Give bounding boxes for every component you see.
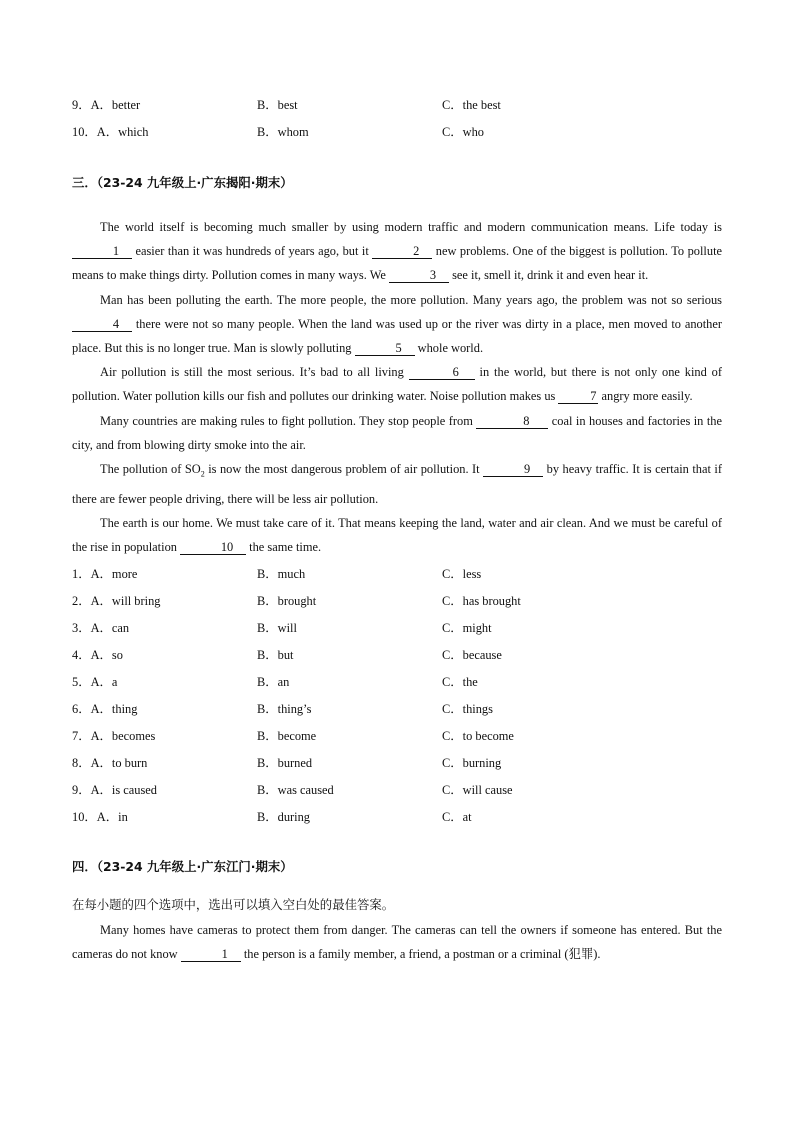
question-number: 10．	[72, 809, 97, 824]
passage-text: is now the most dangerous problem of air pollution. It	[204, 462, 484, 477]
question-number: 10．	[72, 124, 97, 139]
option-a[interactable]	[72, 753, 257, 771]
option-c[interactable]: C．burning	[442, 755, 502, 770]
option-c[interactable]: C．will cause	[442, 782, 513, 797]
option-row	[72, 721, 722, 748]
passage-text: easier than it was hundreds of years ago, but it	[132, 244, 373, 259]
question-number: 9．	[72, 782, 91, 797]
option-row	[72, 694, 722, 721]
option-b[interactable]: B．an	[257, 674, 290, 689]
section-3-title: 三．（23-24 九年级上·广东揭阳·期末）	[72, 175, 293, 190]
passage-text: The pollution of SO	[100, 462, 201, 477]
option-a-text: A．becomes	[90, 728, 156, 743]
option-c[interactable]: C．the	[442, 674, 478, 689]
question-number: 1．	[72, 566, 91, 581]
blank-4[interactable]: 4	[72, 318, 132, 332]
blank-7[interactable]: 7	[558, 390, 598, 404]
question-number: 8．	[72, 755, 91, 770]
option-c[interactable]: C．at	[442, 809, 472, 824]
section-4-title: 四．（23-24 九年级上·广东江门·期末）	[72, 859, 293, 875]
option-row	[72, 802, 722, 829]
section-3-options	[72, 559, 722, 829]
blank-9[interactable]: 9	[483, 463, 543, 477]
option-row	[72, 667, 722, 694]
option-a-text: A．thing	[90, 701, 138, 716]
passage-text: Many homes have cameras to protect them from danger. The cameras can tell the owners if someone has entered. But the cameras do not know	[72, 922, 722, 961]
blank-5[interactable]: 5	[355, 342, 415, 356]
option-b[interactable]: B．burned	[257, 755, 313, 770]
option-a-text: A．more	[90, 566, 138, 581]
option-b[interactable]: B．during	[257, 809, 311, 824]
option-a[interactable]	[72, 591, 257, 609]
option-a[interactable]	[72, 672, 257, 690]
option-row	[72, 586, 722, 613]
option-b[interactable]: B．thing’s	[257, 701, 312, 716]
option-c[interactable]: C．less	[442, 566, 482, 581]
section-4-instruction: 在每小题的四个选项中，选出可以填入空白处的最佳答案。	[72, 897, 395, 913]
passage-paragraph-1	[72, 215, 722, 288]
passage-paragraph-4	[72, 409, 722, 457]
option-a[interactable]	[72, 726, 257, 744]
passage-text: whole world.	[414, 341, 484, 356]
option-a-text: A．better	[90, 97, 141, 112]
question-number: 9．	[72, 97, 91, 112]
option-a[interactable]	[72, 699, 257, 717]
blank-1[interactable]: 1	[181, 948, 241, 962]
passage-paragraph-6	[72, 511, 722, 559]
passage-text: new problems. One of the biggest is pollution. To pollute means to make things dirty. Pollution comes in many ways. We	[72, 244, 723, 283]
option-a-text: A．in	[96, 809, 128, 824]
passage-text: Man has been polluting the earth. The more people, the more pollution. Many years ago, the problem was not so serious	[100, 292, 722, 307]
passage-text: by heavy traffic. It is certain that if there are fewer people driving, there will be less air pollution.	[72, 462, 722, 506]
option-b[interactable]: B．much	[257, 566, 306, 581]
option-row	[72, 90, 722, 117]
option-b[interactable]: B．but	[257, 647, 294, 662]
option-a-text: A．so	[90, 647, 123, 662]
passage-text: see it, smell it, drink it and even hear it.	[449, 268, 649, 283]
option-a-text: A．can	[90, 620, 130, 635]
option-b[interactable]: B．brought	[257, 593, 317, 608]
option-c[interactable]: C．because	[442, 647, 502, 662]
blank-3[interactable]: 3	[389, 269, 449, 283]
blank-2[interactable]: 2	[372, 245, 432, 259]
option-b[interactable]: B．whom	[257, 124, 309, 139]
option-a-text: A．is caused	[90, 782, 158, 797]
passage-text: coal in houses and factories in the city, and from blowing dirty smoke into the air.	[72, 413, 722, 452]
option-a-text: A．which	[96, 124, 149, 139]
blank-8[interactable]: 8	[476, 415, 548, 429]
passage-text: in the world, but there is not only one kind of pollution. Water pollution kills our fish and pollutes our drinking water. Noise pollution makes us	[72, 365, 722, 404]
passage-text: The earth is our home. We must take care of it. That means keeping the land, water and air clean. And we must be careful of the rise in population	[72, 515, 722, 555]
option-row	[72, 640, 722, 667]
passage-text: Air pollution is still the most serious. It’s bad to all living	[100, 365, 409, 380]
question-number: 5．	[72, 674, 91, 689]
passage-text: The world itself is becoming much smaller by using modern traffic and modern communication means. Life today is	[100, 220, 722, 234]
document-page	[72, 90, 722, 966]
option-c[interactable]: C．might	[442, 620, 492, 635]
option-c[interactable]: C．has brought	[442, 593, 521, 608]
option-a-text: A．a	[90, 674, 118, 689]
question-number: 2．	[72, 593, 91, 608]
option-a[interactable]	[72, 95, 257, 113]
option-a[interactable]	[72, 807, 257, 825]
question-number: 4．	[72, 647, 91, 662]
passage-text: the same time.	[246, 540, 322, 555]
option-a-text: A．to burn	[90, 755, 148, 770]
question-number: 7．	[72, 728, 91, 743]
option-c[interactable]: C．the best	[442, 97, 501, 112]
option-row	[72, 748, 722, 775]
option-c[interactable]: C．to become	[442, 728, 514, 743]
passage-paragraph-5	[72, 457, 722, 511]
option-row	[72, 775, 722, 802]
question-number: 6．	[72, 701, 91, 716]
passage-text: there were not so many people. When the land was used up or the river was dirty in a place, men moved to another place. But this is no longer true. Man is slowly polluting	[72, 316, 722, 356]
subscript: 2	[200, 469, 205, 479]
passage-text: angry more easily.	[598, 389, 693, 404]
option-a[interactable]	[72, 645, 257, 663]
option-b[interactable]: B．become	[257, 728, 317, 743]
passage-paragraph-2	[72, 288, 722, 361]
blank-6[interactable]: 6	[409, 366, 475, 380]
option-a-text: A．will bring	[90, 593, 161, 608]
option-b[interactable]: B．best	[257, 97, 298, 112]
option-a[interactable]	[72, 780, 257, 798]
passage-paragraph-3	[72, 360, 722, 408]
option-c[interactable]: C．who	[442, 124, 484, 139]
option-c[interactable]: C．things	[442, 701, 493, 716]
option-row	[72, 559, 722, 586]
option-a[interactable]	[72, 122, 257, 140]
passage-text: Many countries are making rules to fight pollution. They stop people from	[100, 413, 477, 428]
blank-1[interactable]: 1	[72, 245, 132, 259]
passage-text: the person is a family member, a friend, a postman or a criminal (犯罪).	[240, 946, 601, 961]
option-a[interactable]	[72, 618, 257, 636]
option-row	[72, 613, 722, 640]
option-row	[72, 117, 722, 144]
blank-10[interactable]: 10	[180, 541, 246, 555]
option-a[interactable]	[72, 564, 257, 582]
option-b[interactable]: B．was caused	[257, 782, 334, 797]
question-number: 3．	[72, 620, 91, 635]
option-b[interactable]: B．will	[257, 620, 297, 635]
passage-paragraph-1	[72, 918, 722, 966]
